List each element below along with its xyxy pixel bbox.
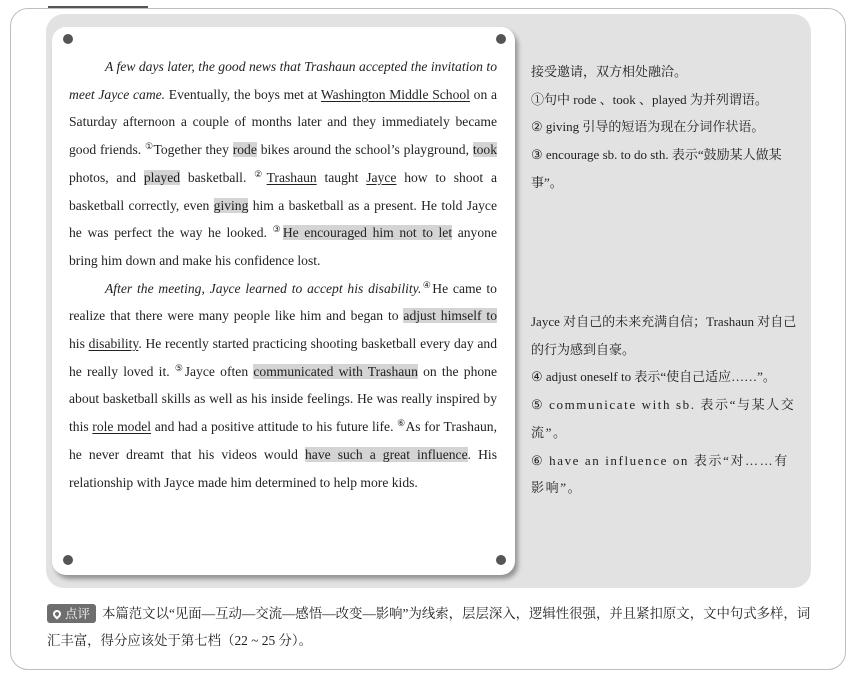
annotation-note: 接受邀请，双方相处融洽。 [531, 64, 688, 79]
review-badge [47, 604, 96, 623]
note-marker: ③ [272, 224, 283, 235]
underlined-phrase: Trashaun [266, 169, 317, 185]
annotation-notes-top [531, 58, 801, 197]
note-marker: ② [254, 168, 267, 179]
text-run: Eventually, the boys met at [165, 86, 321, 102]
highlighted-phrase: rode [232, 142, 257, 158]
text-run: basketball. [180, 169, 255, 185]
corner-dot [63, 555, 73, 565]
annotation-note: ③ encourage sb. to do sth. 表示“鼓励某人做某事”。 [531, 147, 782, 190]
essay-paragraph-1 [69, 53, 497, 275]
text-run: his [69, 336, 89, 352]
underlined-phrase: Washington Middle School [320, 86, 470, 102]
topic-sentence: After the meeting, Jayce learned to accept his disability. [105, 280, 422, 296]
text-run: how to shoot a basketball correctly, even [69, 169, 498, 213]
annotation-note: ⑥ have an influence on 表示“对……有影响”。 [531, 452, 789, 496]
annotation-note: ④ adjust oneself to 表示“使自己适应……”。 [531, 369, 776, 385]
text-run: on a Saturday afternoon a couple of months later and they immediately became good friends. [69, 86, 497, 158]
text-run: He came to realize that there were many people like him and began to [69, 280, 497, 324]
text-run: . His relationship with Jayce made him determined to help more kids. [69, 446, 497, 490]
text-run: and had a positive attitude to his future life. [151, 419, 398, 435]
text-run: Jayce often [184, 363, 254, 379]
highlighted-phrase: took [472, 142, 497, 158]
underlined-phrase: Jayce [366, 169, 397, 185]
text-run: . He recently started practicing shooting basketball every day and he really loved it. [69, 336, 497, 379]
annotation-note: Jayce 对自己的未来充满自信；Trashaun 对自己的行为感到自豪。 [531, 314, 797, 357]
review-badge-label: 点评 [65, 606, 91, 621]
annotation-note: ⑤ communicate with sb. 表示“与某人交流”。 [531, 397, 796, 440]
annotation-note: ② giving 引导的短语为现在分词作状语。 [531, 119, 765, 135]
annotation-notes-bottom [531, 308, 801, 502]
highlighted-phrase: communicated with Trashaun [253, 363, 418, 379]
corner-dot [496, 555, 506, 565]
highlighted-phrase: He encouraged him not to let [282, 225, 453, 241]
review-text: 本篇范文以“见面—互动—交流—感悟—改变—影响”为线索，层层深入，逻辑性很强，并且紧扣原文，文中句式多样，词汇丰富，得分应该处于第七档（22 ~ 25 分）。 [47, 606, 811, 648]
text-run: anyone bring him down and make his confidence lost. [69, 225, 497, 268]
annotation-note: ①句中 rode 、took 、played 为并列谓语。 [531, 91, 768, 107]
highlighted-phrase: have such a great influence [304, 446, 468, 462]
review-section [47, 600, 815, 654]
text-run: photos, and [69, 169, 144, 185]
underlined-phrase: role model [92, 419, 152, 435]
note-marker: ⑥ [397, 418, 406, 429]
highlighted-phrase: giving [213, 197, 249, 213]
text-run: taught [316, 169, 367, 185]
text-run: him a basketball as a present. He told Jayce he was perfect the way he looked. [69, 197, 497, 241]
note-marker: ④ [421, 279, 433, 290]
topic-sentence: A few days later, the good news that Trashaun accepted the invitation to meet Jayce came. [69, 59, 497, 102]
underlined-phrase: disability [88, 336, 139, 352]
essay-paragraph-2 [69, 275, 497, 497]
text-run: Together they [153, 142, 233, 158]
location-pin-icon [51, 608, 62, 619]
note-marker: ① [145, 141, 154, 152]
text-run: bikes around the school’s playground, [256, 142, 473, 158]
highlighted-phrase: adjust himself to [403, 308, 497, 324]
corner-dot [63, 34, 73, 44]
corner-dot [496, 34, 506, 44]
text-run: on the phone about basketball skills as well as his inside feelings. He was really inspired by this [69, 363, 497, 435]
note-marker: ⑤ [174, 362, 185, 373]
text-run: As for Trashaun, he never dreamt that his videos would [69, 419, 497, 462]
essay-text [69, 53, 497, 496]
highlighted-phrase: played [143, 169, 181, 185]
